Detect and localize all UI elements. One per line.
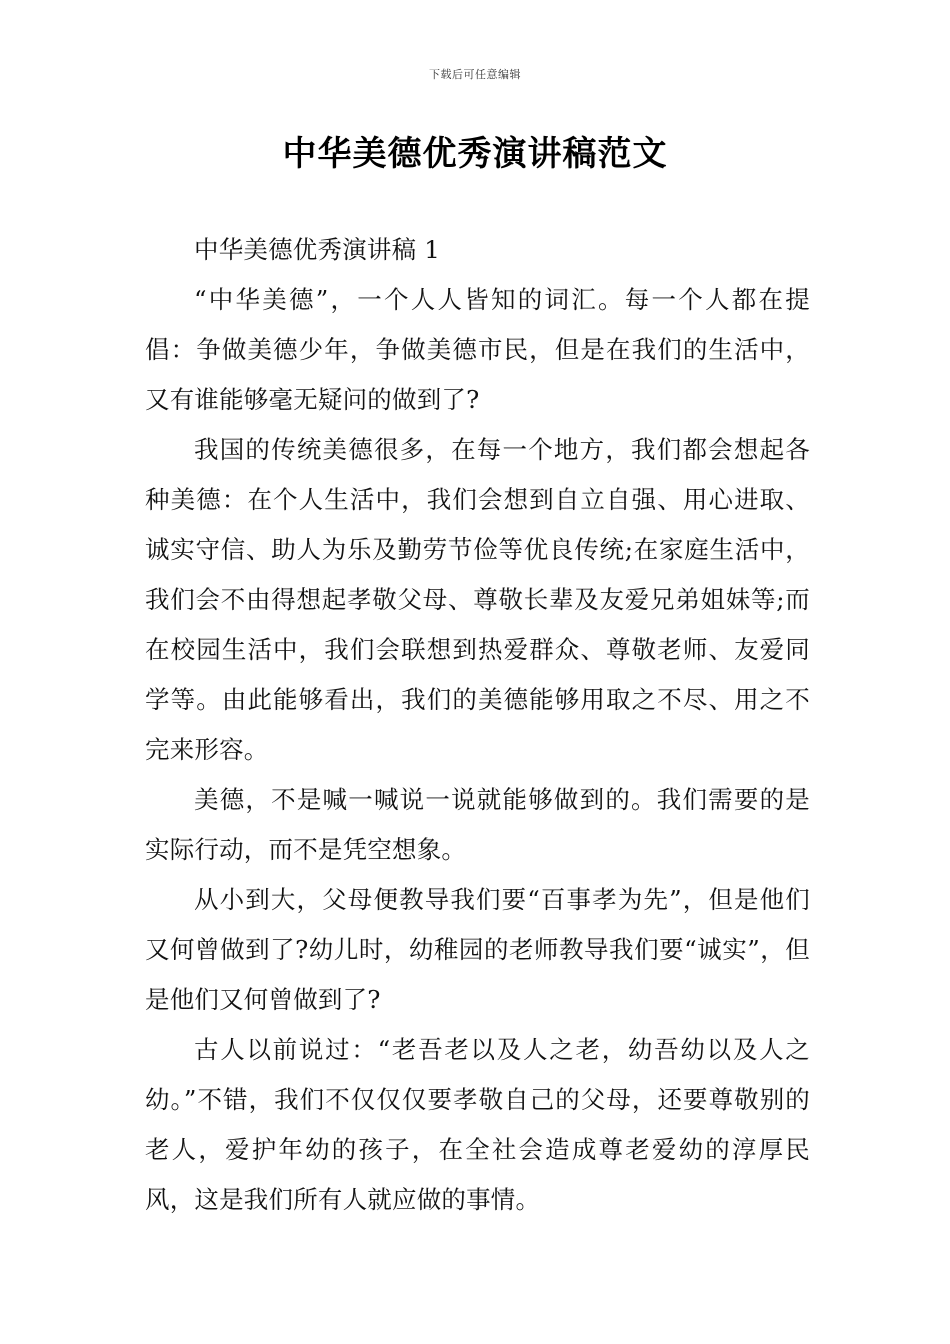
header-note: 下载后可任意编辑 bbox=[429, 68, 521, 81]
section-heading: 中华美德优秀演讲稿 1 bbox=[194, 235, 441, 264]
paragraph: 我国的传统美德很多，在每一个地方，我们都会想起各种美德：在个人生活中，我们会想到自立自强、用心进取、诚实守信、助人为乐及勤劳节俭等优良传统;在家庭生活中，我们会不由得想起孝敬父母、尊敬长辈及友爱兄弟姐妹等;而在校园生活中，我们会联想到热爱群众、尊敬老师、友爱同学等。由此能够看出，我们的美德能够用取之不尽、用之不完来形容。 bbox=[145, 435, 810, 764]
paragraph: 从小到大，父母便教导我们要“百事孝为先”，但是他们又何曾做到了?幼儿时，幼稚园的老师教导我们要“诚实”，但是他们又何曾做到了? bbox=[145, 885, 810, 1014]
paragraph: 美德，不是喊一喊说一说就能够做到的。我们需要的是实际行动，而不是凭空想象。 bbox=[145, 785, 810, 864]
document-body bbox=[145, 225, 810, 1225]
document-title: 中华美德优秀演讲稿范文 bbox=[282, 134, 668, 174]
paragraph: “中华美德”，一个人人皆知的词汇。每一个人都在提倡：争做美德少年，争做美德市民，但是在我们的生活中，又有谁能够毫无疑问的做到了? bbox=[145, 285, 810, 414]
paragraph: 古人以前说过：“老吾老以及人之老，幼吾幼以及人之幼。”不错，我们不仅仅仅要孝敬自己的父母，还要尊敬别的老人，爱护年幼的孩子，在全社会造成尊老爱幼的淳厚民风，这是我们所有人就应做的事情。 bbox=[145, 1035, 810, 1214]
